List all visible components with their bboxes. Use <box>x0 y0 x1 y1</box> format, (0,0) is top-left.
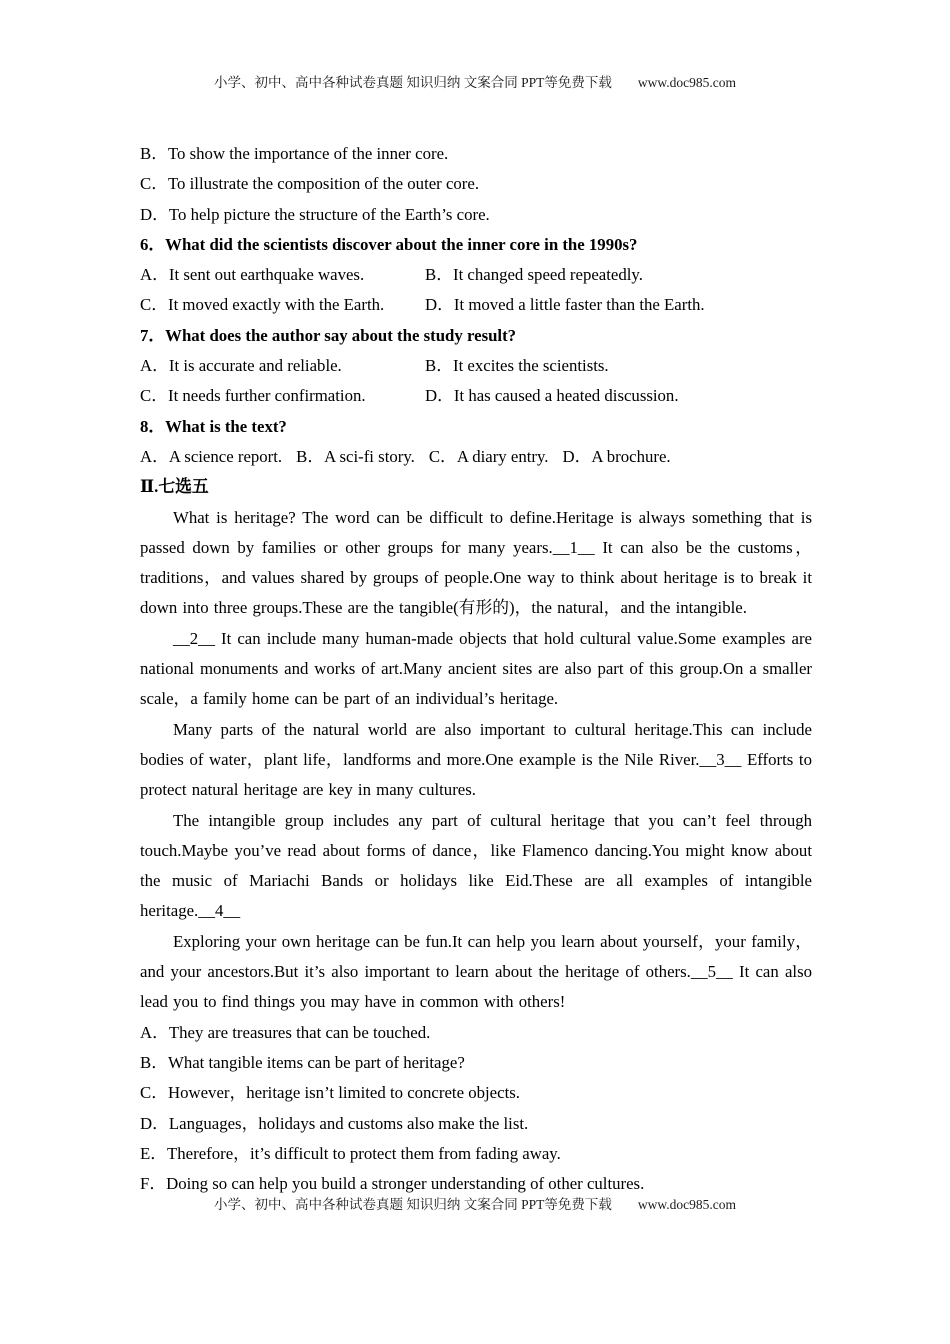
header-site-url[interactable]: www.doc985.com <box>637 75 736 90</box>
question-6-option-b: B．It changed speed repeatedly. <box>425 265 643 285</box>
question-7-options-row-1 <box>140 351 812 381</box>
cloze-option-a: A．They are treasures that can be touched. <box>140 1022 431 1042</box>
question-6-option-a: A．It sent out earthquake waves. <box>140 265 365 285</box>
question-8-option-d: D．A brochure. <box>562 446 671 466</box>
cloze-option-d: D．Languages，holidays and customs also make the list. <box>140 1113 529 1133</box>
carryover-option-b: B．To show the importance of the inner core. <box>140 144 449 163</box>
section-2-title: Ⅱ.七选五 <box>140 477 209 497</box>
question-8-option-c: C．A diary entry. <box>428 446 549 466</box>
document-body <box>140 139 812 1199</box>
question-6-options-row-2 <box>140 290 812 320</box>
cloze-option-c: C．However，heritage isn’t limited to concrete objects. <box>140 1083 520 1103</box>
question-8-option-a: A．A science report. <box>140 446 283 466</box>
question-7-option-c: C．It needs further confirmation. <box>140 386 366 406</box>
passage-paragraph-5: Exploring your own heritage can be fun.It can help you learn about yourself，your family，and your ancestors.But it’s also important to learn about the heritage of others.__5__ It can also lead you to find things you may have in common with others! <box>140 931 812 1012</box>
question-7-stem: 7．What does the author say about the study result? <box>140 325 517 345</box>
passage-paragraph-4: The intangible group includes any part of cultural heritage that you can’t feel through touch.Maybe you’ve read about forms of dance，like Flamenco dancing.You might know about the music of Mariachi Bands or holidays like Eid.These are all examples of intangible heritage.__4__ <box>140 810 812 921</box>
question-6-option-d: D．It moved a little faster than the Earth. <box>425 295 705 315</box>
question-8-stem: 8．What is the text? <box>140 416 287 436</box>
passage-paragraph-2: __2__ It can include many human-made objects that hold cultural value.Some examples are national monuments and works of art.Many ancient sites are also part of this group.On a smaller scale，a family home can be part of an individual’s heritage. <box>140 628 812 709</box>
header-promo-text: 小学、初中、高中各种试卷真题 知识归纳 文案合同 PPT等免费下载 <box>214 75 612 90</box>
question-7-option-a: A．It is accurate and reliable. <box>140 356 342 376</box>
question-6-option-c: C．It moved exactly with the Earth. <box>140 295 385 315</box>
question-8-options-row <box>140 442 812 472</box>
cloze-option-f: F．Doing so can help you build a stronger understanding of other cultures. <box>140 1174 645 1194</box>
carryover-option-c: C．To illustrate the composition of the outer core. <box>140 174 480 194</box>
footer-promo-text: 小学、初中、高中各种试卷真题 知识归纳 文案合同 PPT等免费下载 <box>214 1197 612 1212</box>
question-6-options-row-1 <box>140 260 812 290</box>
page-footer <box>0 1193 950 1213</box>
page-header <box>0 71 950 91</box>
passage-paragraph-3: Many parts of the natural world are also important to cultural heritage.This can include bodies of water，plant life，landforms and more.One example is the Nile River.__3__ Efforts to protect natural heritage are key in many cultures. <box>140 719 812 800</box>
passage-paragraph-1: What is heritage? The word can be difficult to define.Heritage is always something that is passed down by families or other groups for many years.__1__ It can also be the customs，traditions，and values shared by groups of people.One way to think about heritage is to break it down into three groups.These are the tangible(有形的)，the natural，and the intangible. <box>140 507 812 618</box>
cloze-option-e: E．Therefore，it’s difficult to protect them from fading away. <box>140 1143 561 1163</box>
question-7-option-b: B．It excites the scientists. <box>425 356 609 376</box>
question-6-stem: 6．What did the scientists discover about the inner core in the 1990s? <box>140 234 638 254</box>
question-7-option-d: D．It has caused a heated discussion. <box>425 386 679 406</box>
footer-site-url[interactable]: www.doc985.com <box>637 1197 736 1212</box>
question-7-options-row-2 <box>140 381 812 411</box>
carryover-option-d: D．To help picture the structure of the Earth’s core. <box>140 204 490 224</box>
cloze-option-b: B．What tangible items can be part of heritage? <box>140 1052 465 1072</box>
question-8-option-b: B．A sci-fi story. <box>296 446 415 466</box>
